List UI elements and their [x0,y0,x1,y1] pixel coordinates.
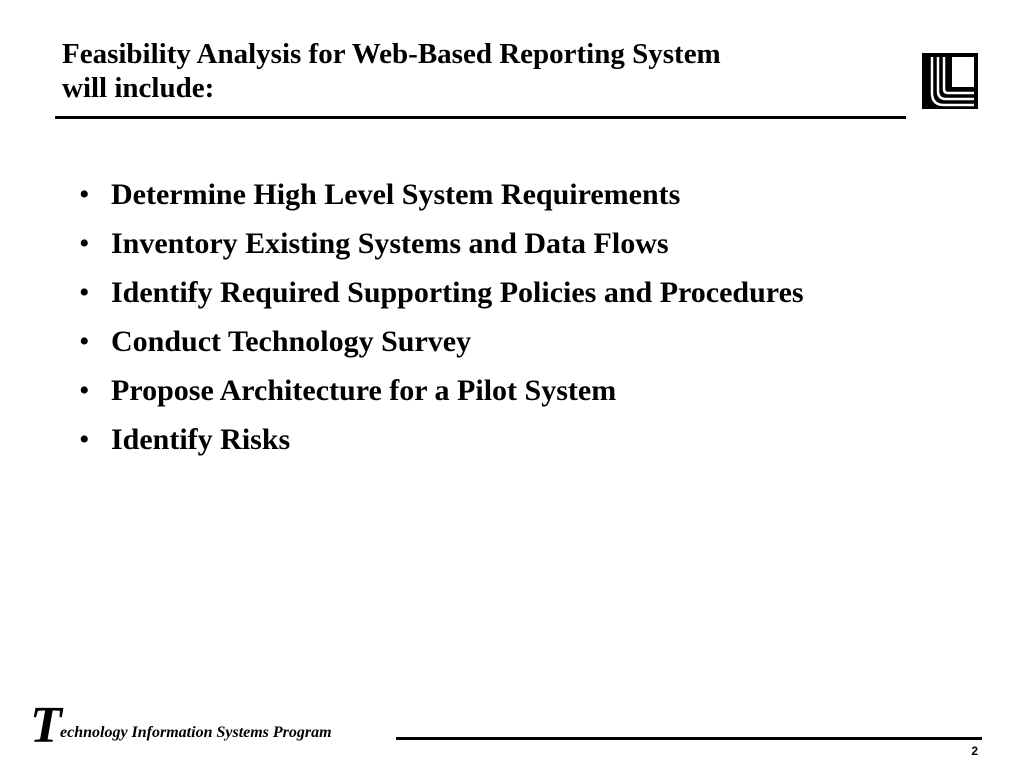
bullet-marker: • [79,276,90,309]
bullet-text: Identify Risks [111,423,291,456]
bullet-text: Identify Required Supporting Policies and Procedures [111,276,804,309]
list-item [79,268,804,317]
list-item [79,170,804,219]
llnl-logo-icon [922,53,978,109]
footer-program-text: echnology Information Systems Program [60,724,332,741]
bullet-text: Determine High Level System Requirements [111,178,681,211]
bullet-text: Inventory Existing Systems and Data Flows [111,227,669,260]
bullet-marker: • [79,423,90,456]
bullet-marker: • [79,178,90,211]
bullet-text: Conduct Technology Survey [111,325,472,358]
list-item [79,415,804,464]
bullet-marker: • [79,374,90,407]
bullet-marker: • [79,325,90,358]
bullet-list [79,170,804,464]
bullet-text: Propose Architecture for a Pilot System [111,374,617,407]
footer-program-initial: T [30,697,62,754]
slide-title-line-2: will include: [62,72,215,104]
title-divider [55,116,906,119]
list-item [79,366,804,415]
list-item [79,219,804,268]
slide-title-line-1: Feasibility Analysis for Web-Based Reporting System [62,38,721,70]
page-number: 2 [971,744,978,758]
list-item [79,317,804,366]
bullet-marker: • [79,227,90,260]
footer-divider [396,737,982,740]
slide-title [62,37,892,105]
